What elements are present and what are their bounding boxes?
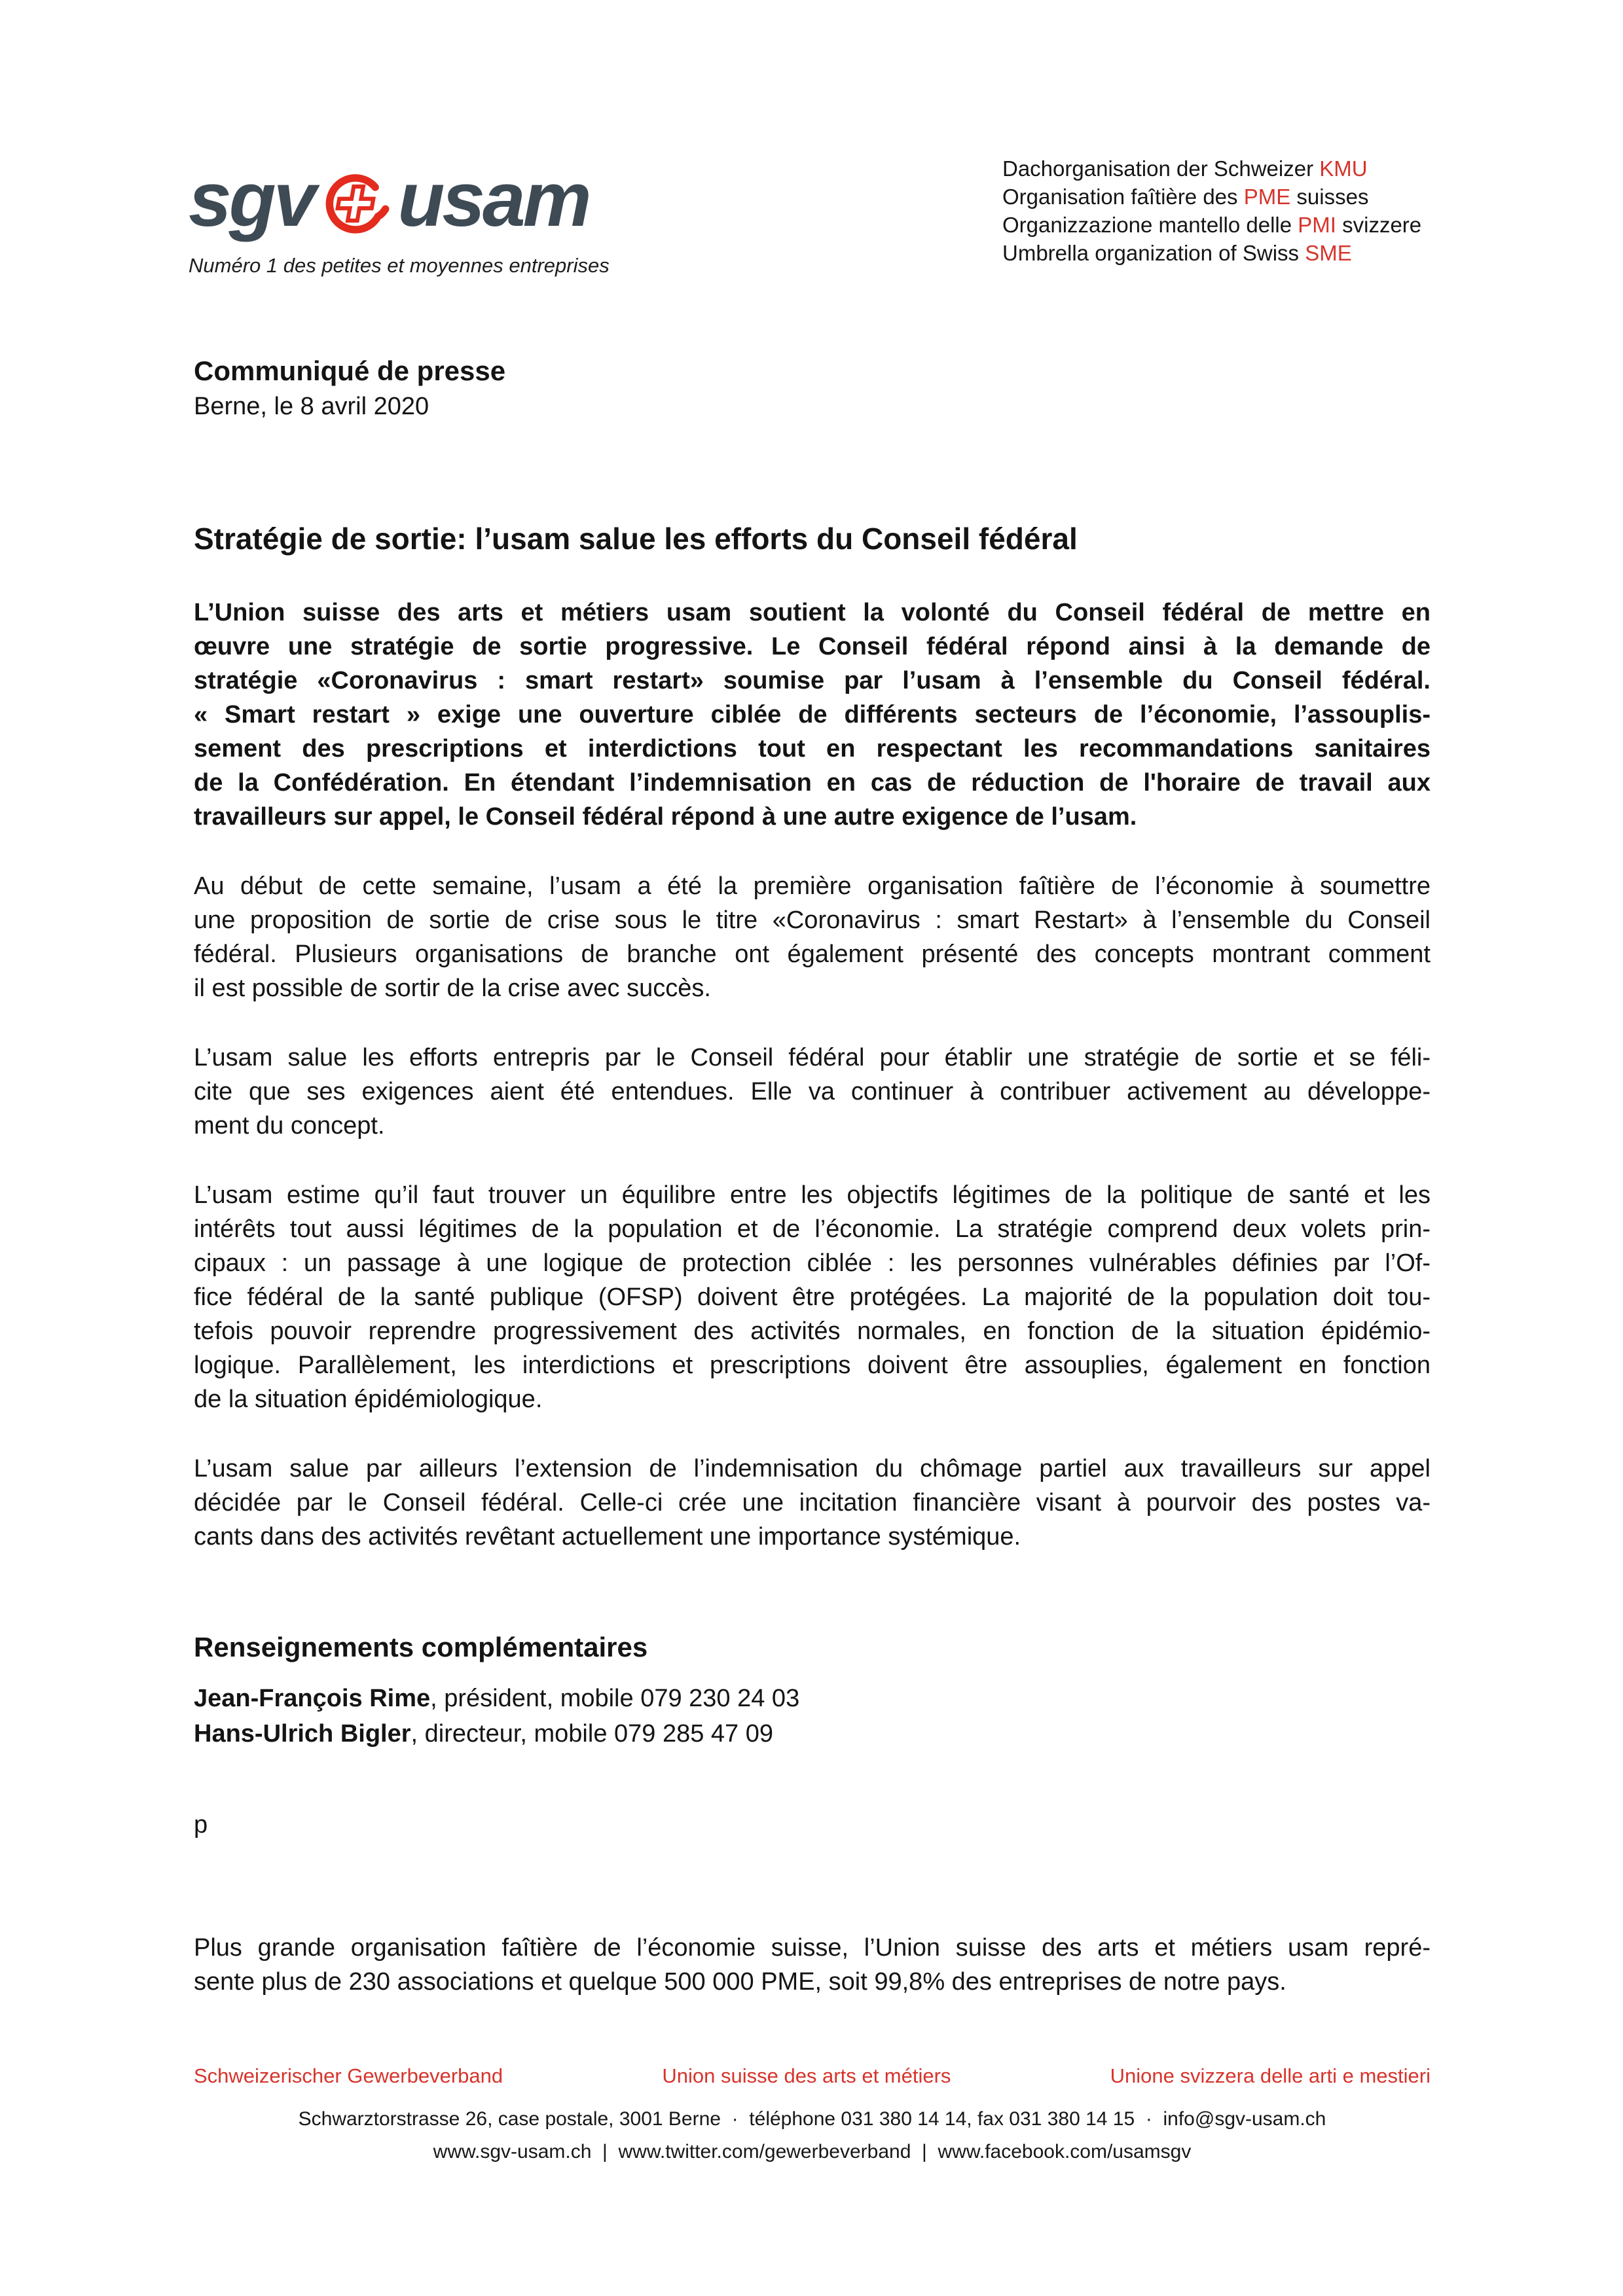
paragraph-2 [194, 1041, 1431, 1143]
text-line: stratégie «Coronavirus : smart restart» soumise par l’usam à l’ensemble du Conseil fédéral. [194, 667, 1431, 694]
footer-org-name: Schweizerischer Gewerbeverband [194, 2064, 503, 2087]
footer-org-name: Union suisse des arts et métiers [662, 2064, 951, 2087]
document-body [194, 353, 1431, 1999]
text-line: L’usam salue par ailleurs l’extension de l’indemnisation du chômage partiel aux travailleurs sur appel [194, 1455, 1431, 1482]
text-line: Plus grande organisation faîtière de l’économie suisse, l’Union suisse des arts et métiers usam repré- [194, 1934, 1431, 1962]
sgv-usam-logo [189, 156, 610, 243]
text-line: sement des prescriptions et interdictions tout en respectant les recommandations sanitaires [194, 735, 1431, 762]
stray-text: p [194, 1811, 208, 1839]
page-footer [194, 2063, 1431, 2165]
dateline: Berne, le 8 avril 2020 [194, 393, 429, 420]
text-line: L’usam salue les efforts entrepris par le Conseil fédéral pour établir une stratégie de sortie et se féli- [194, 1044, 1431, 1071]
org-abbreviation: PMI [1298, 213, 1336, 237]
text-line: L’Union suisse des arts et métiers usam soutient la volonté du Conseil fédéral de mettre en [194, 599, 1431, 626]
org-designation-line: Umbrella organization of Swiss SME [1002, 241, 1352, 265]
text-line: de la situation épidémiologique. [194, 1386, 543, 1413]
contact-person [194, 1681, 1431, 1716]
paragraph-1 [194, 869, 1431, 1005]
headline: Stratégie de sortie: l’usam salue les efforts du Conseil fédéral [194, 522, 1078, 556]
footer-org-names [194, 2063, 1431, 2089]
text-line: tefois pouvoir reprendre progressivement des activités normales, en fonction de la situation épidémio- [194, 1318, 1431, 1345]
text-line: de la Confédération. En étendant l’indemnisation en cas de réduction de l'horaire de travail aux [194, 769, 1431, 797]
text-line: cite que ses exigences aient été entendues. Elle va continuer à contribuer activement au développe- [194, 1078, 1431, 1105]
paragraph-3 [194, 1178, 1431, 1416]
text-line: ment du concept. [194, 1112, 385, 1139]
logo-text-usam: usam [397, 156, 589, 243]
contact-details: , président, mobile 079 230 24 03 [430, 1685, 800, 1712]
contact-details: , directeur, mobile 079 285 47 09 [410, 1720, 774, 1748]
text-line: décidée par le Conseil fédéral. Celle-ci crée une incitation financière visant à pourvoir des postes va- [194, 1489, 1431, 1516]
text-line: L’usam estime qu’il faut trouver un équilibre entre les objectifs légitimes de la politique de santé et les [194, 1181, 1431, 1209]
text-line: il est possible de sortir de la crise avec succès. [194, 975, 711, 1002]
lead-paragraph [194, 596, 1431, 834]
org-designation-line: Organizzazione mantello delle PMI svizzere [1002, 213, 1422, 237]
footer-links: www.sgv-usam.ch | www.twitter.com/gewerbeverband | www.facebook.com/usamsgv [433, 2141, 1192, 2162]
document-type-label: Communiqué de presse [194, 355, 506, 386]
text-line: une proposition de sortie de crise sous le titre «Coronavirus : smart Restart» à l’ensemble du Conseil [194, 906, 1431, 934]
brand-block [189, 156, 610, 279]
text-line: logique. Parallèlement, les interdictions et prescriptions doivent être assouplies, également en fonction [194, 1352, 1431, 1379]
org-abbreviation: PME [1243, 185, 1291, 209]
text-line: fédéral. Plusieurs organisations de branche ont également présenté des concepts montrant comment [194, 941, 1431, 968]
org-designations [1002, 154, 1421, 267]
org-designation-line: Dachorganisation der Schweizer KMU [1002, 156, 1368, 181]
text-line: cants dans des activités revêtant actuellement une importance systémique. [194, 1523, 1021, 1551]
text-line: fice fédéral de la santé publique (OFSP) doivent être protégées. La majorité de la population doit tou- [194, 1283, 1431, 1311]
logo-text-sgv: sgv [189, 156, 314, 243]
contacts-heading: Renseignements complémentaires [194, 1632, 648, 1662]
text-line: Au début de cette semaine, l’usam a été la première organisation faîtière de l’économie à soumettre [194, 872, 1431, 900]
org-abbreviation: KMU [1319, 156, 1368, 181]
paragraph-4 [194, 1452, 1431, 1554]
text-line: travailleurs sur appel, le Conseil fédéral répond à une autre exigence de l’usam. [194, 803, 1137, 831]
text-line: cipaux : un passage à une logique de protection ciblée : les personnes vulnérables définies par l’Of- [194, 1249, 1431, 1277]
swiss-cross-at-icon [321, 170, 390, 238]
contact-person [194, 1716, 1431, 1751]
boilerplate-paragraph [194, 1931, 1431, 1999]
contact-name: Hans-Ulrich Bigler [194, 1720, 411, 1748]
text-line: sente plus de 230 associations et quelque 500 000 PME, soit 99,8% des entreprises de notre pays. [194, 1968, 1286, 1996]
text-line: œuvre une stratégie de sortie progressive. Le Conseil fédéral répond ainsi à la demande de [194, 633, 1431, 660]
text-line: « Smart restart » exige une ouverture ciblée de différents secteurs de l’économie, l’assouplis- [194, 701, 1431, 728]
contacts-list [194, 1681, 1431, 1751]
text-line: intérêts tout aussi légitimes de la population et de l’économie. La stratégie comprend deux volets prin- [194, 1215, 1431, 1243]
brand-tagline: Numéro 1 des petites et moyennes entreprises [189, 254, 610, 277]
footer-org-name: Unione svizzera delle arti e mestieri [1110, 2064, 1431, 2087]
contact-name: Jean-François Rime [194, 1685, 431, 1712]
org-designation-line: Organisation faîtière des PME suisses [1002, 185, 1369, 209]
org-abbreviation: SME [1305, 241, 1352, 265]
footer-address: Schwarztorstrasse 26, case postale, 3001 Berne · téléphone 031 380 14 14, fax 031 380 14 15 · info@sgv-usam.ch [298, 2108, 1326, 2130]
